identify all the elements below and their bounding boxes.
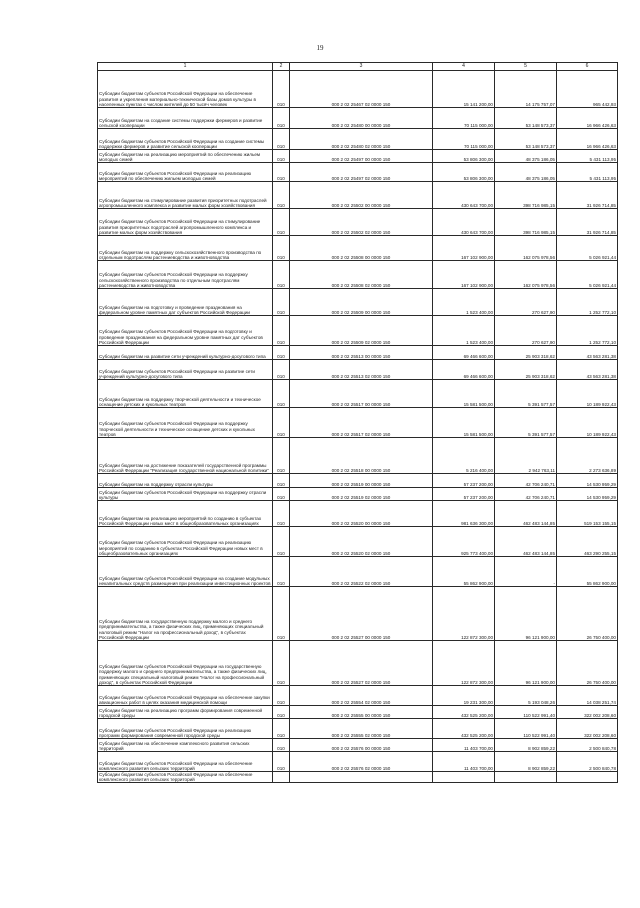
row-plan-cell: 122 872 300,00: [433, 587, 495, 641]
row-plan-cell: 15 141 200,00: [433, 71, 495, 108]
column-number: 5: [495, 63, 557, 71]
row-fact-cell: -: [495, 557, 557, 587]
row-rest-cell: 43 563 281,38: [557, 346, 618, 360]
row-rest-cell: 1 252 772,10: [557, 316, 618, 346]
row-fact-cell: 25 903 318,62: [495, 346, 557, 360]
row-rest-cell: 2 500 840,78: [557, 739, 618, 752]
row-kbk-cell: 000 2 02 25519 02 0000 150: [290, 488, 433, 501]
table-row: [98, 316, 618, 346]
table-row: [98, 236, 618, 261]
table-row: [98, 739, 618, 752]
row-kbk-cell: 000 2 02 25497 02 0000 150: [290, 163, 433, 182]
table-row: [98, 71, 618, 108]
row-name-cell: Субсидии бюджетам на поддержку сельскохозяйственного производства по отдельным подотраслям растениеводства и животноводства: [98, 236, 273, 261]
row-plan-cell: 19 231 300,00: [433, 686, 495, 706]
row-kbk-cell: 000 2 02 25509 02 0000 150: [290, 316, 433, 346]
row-name-cell: Субсидии бюджетам субъектов Российской Федерации на обеспечение закупки авиационных работ в целях оказания медицинской помощи: [98, 686, 273, 706]
row-rest-cell: 5 431 113,95: [557, 163, 618, 182]
column-number: 6: [557, 63, 618, 71]
row-kbk-cell: 000 2 02 25480 00 0000 150: [290, 108, 433, 129]
table-row: [98, 150, 618, 163]
row-kbk-cell: 000 2 02 25513 02 0000 150: [290, 360, 433, 380]
row-name-cell: Субсидии бюджетам субъектов Российской Федерации на обеспечение комплексного развития сельских территорий: [98, 752, 273, 772]
row-code-cell: 010: [273, 150, 290, 163]
table-row: [98, 360, 618, 380]
row-rest-cell: 965 442,93: [557, 71, 618, 108]
row-code-cell: 010: [273, 501, 290, 527]
column-number: 4: [433, 63, 495, 71]
row-rest-cell: 10 189 922,43: [557, 380, 618, 408]
row-fact-cell: 398 716 985,15: [495, 209, 557, 236]
row-rest-cell: 14 038 251,74: [557, 686, 618, 706]
row-plan-cell: 981 636 300,00: [433, 501, 495, 527]
row-kbk-cell: 000 2 02 25527 02 0000 150: [290, 641, 433, 686]
row-plan-cell: 430 643 700,00: [433, 209, 495, 236]
row-plan-cell: 11 403 700,00: [433, 752, 495, 772]
row-plan-cell: 11 403 700,00: [433, 739, 495, 752]
row-code-cell: 010: [273, 289, 290, 316]
row-code-cell: 010: [273, 129, 290, 150]
row-plan-cell: 122 872 300,00: [433, 641, 495, 686]
row-kbk-cell: 000 2 02 25502 00 0000 150: [290, 182, 433, 209]
row-rest-cell: 322 002 208,60: [557, 706, 618, 719]
table-row: [98, 346, 618, 360]
table-row: [98, 474, 618, 488]
row-fact-cell: 48 375 186,05: [495, 150, 557, 163]
row-plan-cell: 432 525 200,00: [433, 706, 495, 719]
row-fact-cell: 110 522 991,40: [495, 706, 557, 719]
row-plan-cell: 5 216 400,00: [433, 438, 495, 474]
table-row: [98, 261, 618, 289]
row-rest-cell: 14 530 959,29: [557, 474, 618, 488]
row-plan-cell: 55 862 900,00: [433, 557, 495, 587]
row-fact-cell: 162 075 978,56: [495, 236, 557, 261]
row-code-cell: 010: [273, 557, 290, 587]
row-plan-cell: 53 806 300,00: [433, 150, 495, 163]
row-kbk-cell: 000 2 02 25555 02 0000 150: [290, 719, 433, 739]
row-kbk-cell: 000 2 02 25513 00 0000 150: [290, 346, 433, 360]
row-name-cell: Субсидии бюджетам субъектов Российской Федерации на создание системы поддержки фермеров и развитие сельской кооперации: [98, 129, 273, 150]
table-row: [98, 129, 618, 150]
row-rest-cell: 519 153 155,15: [557, 501, 618, 527]
row-code-cell: 010: [273, 527, 290, 557]
row-name-cell: Субсидии бюджетам субъектов Российской Федерации на обеспечение комплексного развития сельских территорий: [98, 772, 273, 783]
row-fact-cell: 14 175 757,07: [495, 71, 557, 108]
row-name-cell: Субсидии бюджетам субъектов Российской Федерации на развитие сети учреждений культурно-досугового типа: [98, 360, 273, 380]
row-rest-cell: 31 926 714,85: [557, 209, 618, 236]
row-plan-cell: 53 806 300,00: [433, 163, 495, 182]
row-fact-cell: 53 148 573,37: [495, 129, 557, 150]
row-kbk-cell: 000 2 02 25518 00 0000 150: [290, 438, 433, 474]
row-kbk-cell: 000 2 02 25554 02 0000 150: [290, 686, 433, 706]
row-name-cell: Субсидии бюджетам субъектов Российской Федерации на реализацию мероприятий по созданию в субъектах Российской Федерации новых мест в общеобразовательных организациях: [98, 527, 273, 557]
row-name-cell: Субсидии бюджетам субъектов Российской Федерации на государственную поддержку малого и среднего предпринимательства, а также физических лиц, применяющих специальный налоговый режим "Налог на профессиональный доход", в субъектах Российской Федерации: [98, 641, 273, 686]
row-kbk-cell: 000 2 02 25509 00 0000 150: [290, 289, 433, 316]
row-rest-cell: 26 750 400,00: [557, 641, 618, 686]
row-kbk-cell: 000 2 02 25508 00 0000 150: [290, 236, 433, 261]
row-code-cell: 010: [273, 474, 290, 488]
table-row: [98, 772, 618, 783]
row-plan-cell: 70 115 000,00: [433, 108, 495, 129]
row-code-cell: 010: [273, 182, 290, 209]
row-kbk-cell: 000 2 02 25480 02 0000 150: [290, 129, 433, 150]
table-row: [98, 752, 618, 772]
row-rest-cell: 16 966 426,63: [557, 108, 618, 129]
row-code-cell: [273, 772, 290, 783]
column-number: 3: [290, 63, 433, 71]
row-kbk-cell: 000 2 02 25576 00 0000 150: [290, 739, 433, 752]
row-fact-cell: 462 483 144,85: [495, 501, 557, 527]
row-code-cell: 010: [273, 488, 290, 501]
row-kbk-cell: [290, 772, 433, 783]
row-name-cell: Субсидии бюджетам на создание системы поддержки фермеров и развитие сельской кооперации: [98, 108, 273, 129]
table-row: [98, 289, 618, 316]
row-fact-cell: 42 706 240,71: [495, 488, 557, 501]
row-fact-cell: 270 627,90: [495, 289, 557, 316]
table-row: [98, 719, 618, 739]
row-name-cell: Субсидии бюджетам на подготовку и проведение празднования на федеральном уровне памятных дат субъектов Российской Федерации: [98, 289, 273, 316]
row-fact-cell: 5 391 577,57: [495, 408, 557, 438]
table-row: [98, 408, 618, 438]
row-code-cell: 010: [273, 261, 290, 289]
table-row: [98, 182, 618, 209]
row-fact-cell: [495, 772, 557, 783]
row-fact-cell: 8 902 859,22: [495, 739, 557, 752]
row-fact-cell: 8 902 859,22: [495, 752, 557, 772]
row-rest-cell: 2 500 840,78: [557, 752, 618, 772]
row-code-cell: 010: [273, 408, 290, 438]
budget-table: [97, 62, 618, 783]
row-code-cell: 010: [273, 380, 290, 408]
row-code-cell: 010: [273, 346, 290, 360]
table-row: [98, 209, 618, 236]
row-rest-cell: 26 750 400,00: [557, 587, 618, 641]
row-name-cell: Субсидии бюджетам субъектов Российской Федерации на обеспечение развития и укрепления материально-технической базы домов культуры в населенных пунктах с числом жителей до 50 тысяч человек: [98, 71, 273, 108]
row-kbk-cell: 000 2 02 25520 00 0000 150: [290, 501, 433, 527]
table-row: [98, 686, 618, 706]
row-kbk-cell: 000 2 02 25527 00 0000 150: [290, 587, 433, 641]
row-rest-cell: [557, 772, 618, 783]
column-number-row: [98, 63, 618, 71]
row-rest-cell: 43 563 281,38: [557, 360, 618, 380]
row-rest-cell: 463 290 255,15: [557, 527, 618, 557]
row-fact-cell: 96 121 900,00: [495, 587, 557, 641]
row-kbk-cell: 000 2 02 25519 00 0000 150: [290, 474, 433, 488]
row-code-cell: 010: [273, 316, 290, 346]
row-code-cell: 010: [273, 236, 290, 261]
row-name-cell: Субсидии бюджетам субъектов Российской Федерации на создание модульных некапитальных средств размещения при реализации инвестиционных проектов: [98, 557, 273, 587]
row-fact-cell: 5 193 048,26: [495, 686, 557, 706]
row-rest-cell: 55 862 900,00: [557, 557, 618, 587]
row-plan-cell: 69 466 600,00: [433, 360, 495, 380]
row-name-cell: Субсидии бюджетам субъектов Российской Федерации на поддержку творческой деятельности и техническое оснащение детских и кукольных театров: [98, 408, 273, 438]
row-name-cell: Субсидии бюджетам субъектов Российской Федерации на реализацию программ формирования современной городской среды: [98, 719, 273, 739]
row-code-cell: 010: [273, 587, 290, 641]
row-name-cell: Субсидии бюджетам субъектов Российской Федерации на поддержку сельскохозяйственного производства по отдельным подотраслям растениеводства и животноводства: [98, 261, 273, 289]
row-name-cell: Субсидии бюджетам на развитие сети учреждений культурно-досугового типа: [98, 346, 273, 360]
row-name-cell: Субсидии бюджетам на государственную поддержку малого и среднего предпринимательства, а также физических лиц, применяющих специальный налоговый режим "Налог на профессиональный доход", в субъектах Российской Федерации: [98, 587, 273, 641]
row-code-cell: 010: [273, 686, 290, 706]
row-kbk-cell: 000 2 02 25497 00 0000 150: [290, 150, 433, 163]
table-row: [98, 108, 618, 129]
row-rest-cell: 5 026 921,44: [557, 236, 618, 261]
row-name-cell: Субсидии бюджетам субъектов Российской Федерации на стимулирование развития приоритетных подотраслей агропромышленного комплекса и развитие малых форм хозяйствования: [98, 209, 273, 236]
table-row: [98, 527, 618, 557]
row-kbk-cell: 000 2 02 25576 02 0000 150: [290, 752, 433, 772]
row-rest-cell: 1 252 772,10: [557, 289, 618, 316]
row-plan-cell: 1 523 400,00: [433, 289, 495, 316]
row-rest-cell: 2 273 636,89: [557, 438, 618, 474]
row-name-cell: Субсидии бюджетам субъектов Российской Федерации на поддержку отрасли культуры: [98, 488, 273, 501]
row-name-cell: Субсидии бюджетам на достижение показателей государственной программы Российской Федерации "Реализация государственной национальной политики": [98, 438, 273, 474]
row-plan-cell: 925 773 400,00: [433, 527, 495, 557]
row-code-cell: 010: [273, 360, 290, 380]
row-rest-cell: 10 189 922,43: [557, 408, 618, 438]
row-plan-cell: [433, 772, 495, 783]
table-row: [98, 706, 618, 719]
row-fact-cell: 48 375 186,05: [495, 163, 557, 182]
row-name-cell: Субсидии бюджетам на реализацию мероприятий по обеспечению жильем молодых семей: [98, 150, 273, 163]
row-code-cell: 010: [273, 71, 290, 108]
row-plan-cell: 432 525 200,00: [433, 719, 495, 739]
row-code-cell: 010: [273, 108, 290, 129]
row-name-cell: Субсидии бюджетам на реализацию программ формирования современной городской среды: [98, 706, 273, 719]
row-plan-cell: 69 466 600,00: [433, 346, 495, 360]
row-plan-cell: 57 237 200,00: [433, 488, 495, 501]
row-rest-cell: 322 002 208,60: [557, 719, 618, 739]
row-code-cell: 010: [273, 438, 290, 474]
row-rest-cell: 5 431 113,95: [557, 150, 618, 163]
table-row: [98, 641, 618, 686]
row-kbk-cell: 000 2 02 25522 02 0000 150: [290, 557, 433, 587]
row-fact-cell: 462 483 144,85: [495, 527, 557, 557]
table-row: [98, 438, 618, 474]
table-row: [98, 557, 618, 587]
row-fact-cell: 162 075 978,56: [495, 261, 557, 289]
row-plan-cell: 430 643 700,00: [433, 182, 495, 209]
row-kbk-cell: 000 2 02 25467 02 0000 150: [290, 71, 433, 108]
row-name-cell: Субсидии бюджетам на поддержку отрасли культуры: [98, 474, 273, 488]
row-name-cell: Субсидии бюджетам субъектов Российской Федерации на реализацию мероприятий по обеспечению жильем молодых семей: [98, 163, 273, 182]
row-code-cell: 010: [273, 163, 290, 182]
row-kbk-cell: 000 2 02 25502 02 0000 150: [290, 209, 433, 236]
row-name-cell: Субсидии бюджетам на обеспечение комплексного развития сельских территорий: [98, 739, 273, 752]
row-name-cell: Субсидии бюджетам на реализацию мероприятий по созданию в субъектах Российской Федерации новых мест в общеобразовательных организациях: [98, 501, 273, 527]
table-row: [98, 380, 618, 408]
row-kbk-cell: 000 2 02 25508 02 0000 150: [290, 261, 433, 289]
column-number: 1: [98, 63, 273, 71]
row-fact-cell: 398 716 985,15: [495, 182, 557, 209]
column-number: 2: [273, 63, 290, 71]
row-kbk-cell: 000 2 02 25520 02 0000 150: [290, 527, 433, 557]
row-plan-cell: 15 581 500,00: [433, 408, 495, 438]
row-fact-cell: 110 522 991,40: [495, 719, 557, 739]
row-plan-cell: 57 237 200,00: [433, 474, 495, 488]
row-fact-cell: 42 706 240,71: [495, 474, 557, 488]
row-kbk-cell: 000 2 02 25555 00 0000 150: [290, 706, 433, 719]
row-plan-cell: 167 102 900,00: [433, 236, 495, 261]
table-row: [98, 163, 618, 182]
row-code-cell: 010: [273, 209, 290, 236]
row-fact-cell: 2 942 763,11: [495, 438, 557, 474]
row-name-cell: Субсидии бюджетам на поддержку творческой деятельности и техническое оснащение детских и кукольных театров: [98, 380, 273, 408]
row-plan-cell: 1 523 400,00: [433, 316, 495, 346]
row-code-cell: 010: [273, 706, 290, 719]
row-rest-cell: 5 026 921,44: [557, 261, 618, 289]
row-rest-cell: 31 926 714,85: [557, 182, 618, 209]
budget-table-body: [98, 63, 618, 783]
row-code-cell: 010: [273, 719, 290, 739]
table-row: [98, 501, 618, 527]
table-row: [98, 587, 618, 641]
row-name-cell: Субсидии бюджетам субъектов Российской Федерации на подготовку и проведение празднования на федеральном уровне памятных дат субъектов Российской Федерации: [98, 316, 273, 346]
row-fact-cell: 25 903 318,62: [495, 360, 557, 380]
table-row: [98, 488, 618, 501]
row-rest-cell: 16 966 426,63: [557, 129, 618, 150]
row-rest-cell: 14 530 959,29: [557, 488, 618, 501]
row-code-cell: 010: [273, 739, 290, 752]
row-fact-cell: 53 148 573,37: [495, 108, 557, 129]
row-fact-cell: 5 391 577,57: [495, 380, 557, 408]
row-plan-cell: 15 581 500,00: [433, 380, 495, 408]
page-number: 19: [316, 44, 324, 52]
row-kbk-cell: 000 2 02 25517 02 0000 150: [290, 408, 433, 438]
row-plan-cell: 70 115 000,00: [433, 129, 495, 150]
row-code-cell: 010: [273, 752, 290, 772]
row-fact-cell: 96 121 900,00: [495, 641, 557, 686]
row-name-cell: Субсидии бюджетам на стимулирование развития приоритетных подотраслей агропромышленного комплекса и развитие малых форм хозяйствования: [98, 182, 273, 209]
row-fact-cell: 270 627,90: [495, 316, 557, 346]
row-kbk-cell: 000 2 02 25517 00 0000 150: [290, 380, 433, 408]
row-code-cell: 010: [273, 641, 290, 686]
row-plan-cell: 167 102 900,00: [433, 261, 495, 289]
